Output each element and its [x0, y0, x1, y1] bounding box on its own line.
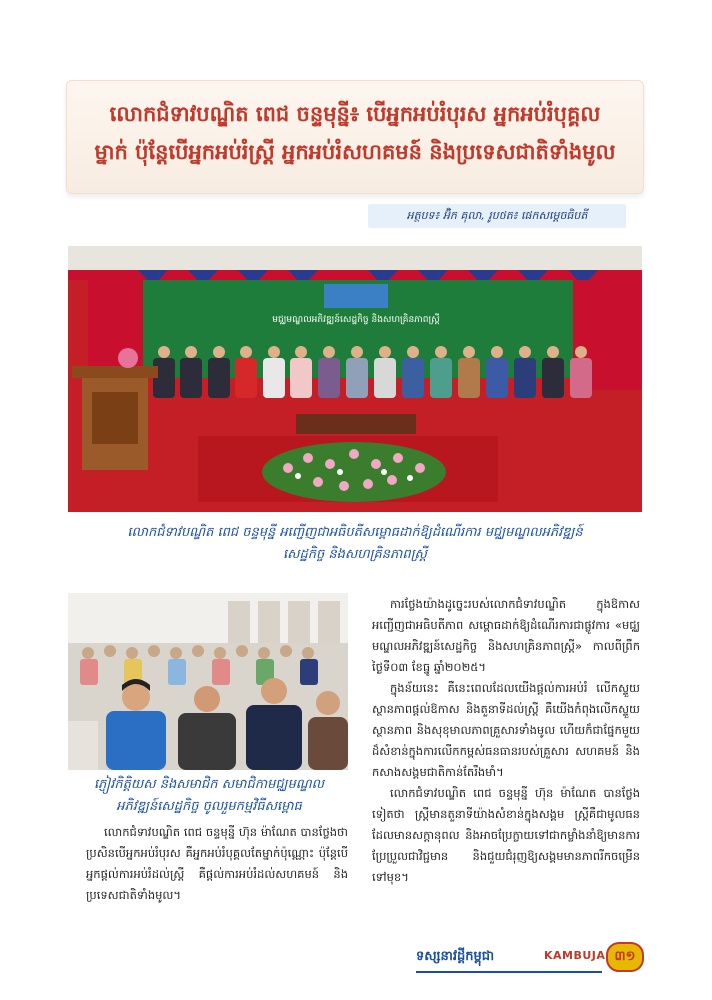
body-paragraph: ក្នុងន័យនេះ គឺនេះពេលដែលយើងផ្ដល់ការអប់រំ លើកស្ទួយស្ថានភាពផ្ដល់ឱកាស និងតួនាទីដល់ស្ត្រី គឺយើងកំពុងលើកស្ទួយស្ថានភាព និងសុខុមាលភាពគ្រួសារទាំងមូល ហើយក៏ជាផ្នែកមួយដ៏សំខាន់ក្នុងការលើកកម្ពស់ធនធានរបស់គ្រួសារ សហគមន៍ និងកសាងសង្គមជាតិកាន់តែរឹងមាំ។	[372, 681, 640, 779]
photo-caption-2	[70, 774, 348, 818]
caption-1-line-2: សេដ្ឋកិច្ច និងសហគ្រិនភាពស្ត្រី	[283, 547, 427, 562]
caption-2-line-1: ភ្ញៀវកិត្តិយស និងសមាជិក សមាជិកាមជ្ឈមណ្ឌល	[94, 777, 324, 792]
ceremony-photo	[68, 246, 642, 512]
title-box	[66, 80, 644, 194]
magazine-brand: KAMBUJA	[544, 949, 606, 962]
body-column-right	[372, 594, 640, 888]
footer-divider	[416, 971, 602, 973]
audience-photo	[68, 593, 348, 770]
body-paragraph: ការថ្លែងយ៉ាងដូច្នេះរបស់លោកជំទាវបណ្ឌិត ក្នុងឱកាសអញ្ជើញជាអធិបតីភាព សម្ពោធដាក់ឱ្យដំណើរការជាផ្លូវការ «មជ្ឈមណ្ឌលអភិវឌ្ឍន៍សេដ្ឋកិច្ច និងសហគ្រិនភាពស្ត្រី» កាលពីព្រឹកថ្ងៃទី០៣ ខែធ្នូ ឆ្នាំ២០២៥។	[372, 597, 640, 674]
caption-2-line-2: អភិវឌ្ឍន៍សេដ្ឋកិច្ច ចូលរួមកម្មវិធីសម្ពោធ	[116, 799, 302, 814]
byline: អត្ថបទ៖ អ៊ិក គុលា, រូបថត៖ ផេកសម្ដេចធិបតី	[368, 204, 626, 228]
headline-line-2: ម្នាក់ ប៉ុន្តែបើអ្នកអប់រំស្ត្រី អ្នកអប់រំសហគមន៍ និងប្រទេសជាតិទាំងមូល	[94, 139, 616, 164]
page-footer	[416, 940, 646, 972]
headline-line-1: លោកជំទាវបណ្ឌិត ពេជ ចន្ទមុន្នី៖ បើអ្នកអប់រំបុរស អ្នកអប់រំបុគ្គល	[109, 101, 601, 126]
caption-1-line-1: លោកជំទាវបណ្ឌិត ពេជ ចន្ទមុន្នី អញ្ជើញជាអធិបតីសម្ពោធដាក់ឱ្យដំណើរការ មជ្ឈមណ្ឌលអភិវឌ្ឍន៍	[127, 525, 583, 540]
stage-banner-text: មជ្ឈមណ្ឌលអភិវឌ្ឍន៍សេដ្ឋកិច្ច និងសហគ្រិនភាពស្ត្រី	[272, 315, 440, 325]
magazine-name: ទស្សនាវដ្ដីកម្ពុជា	[416, 949, 495, 964]
body-paragraph: លោកជំទាវបណ្ឌិត ពេជ ចន្ទមុន្នី ហ៊ុន ម៉ាណែត បានថ្លែងទៀតថា ស្ត្រីមានតួនាទីយ៉ាងសំខាន់ក្នុងសង្គម ស្ត្រីគឺជាមូលធនដែលមានសក្ដានុពល និងអាចប្រែក្លាយទៅជាកម្លាំងនាំឱ្យមានការប្រែប្រួលជាវិជ្ជមាន និងជួយជំរុញឱ្យសង្គមមានភាពរីកចម្រើនទៅមុខ។	[372, 786, 640, 884]
body-column-left	[86, 822, 348, 906]
page-number: ៣១	[606, 942, 644, 972]
body-paragraph: លោកជំទាវបណ្ឌិត ពេជ ចន្ទមុន្នី ហ៊ុន ម៉ាណែត បានថ្លែងថា ប្រសិនបើអ្នកអប់រំបុរស គឺអ្នកអប់រំបុគ្គលតែម្នាក់ប៉ុណ្ណោះ ប៉ុន្តែបើអ្នកផ្ដល់ការអប់រំដល់ស្ត្រី គឺផ្ដល់ការអប់រំដល់សហគមន៍ និងប្រទេសជាតិទាំងមូល។	[86, 825, 348, 902]
photo-caption-1	[68, 522, 642, 566]
